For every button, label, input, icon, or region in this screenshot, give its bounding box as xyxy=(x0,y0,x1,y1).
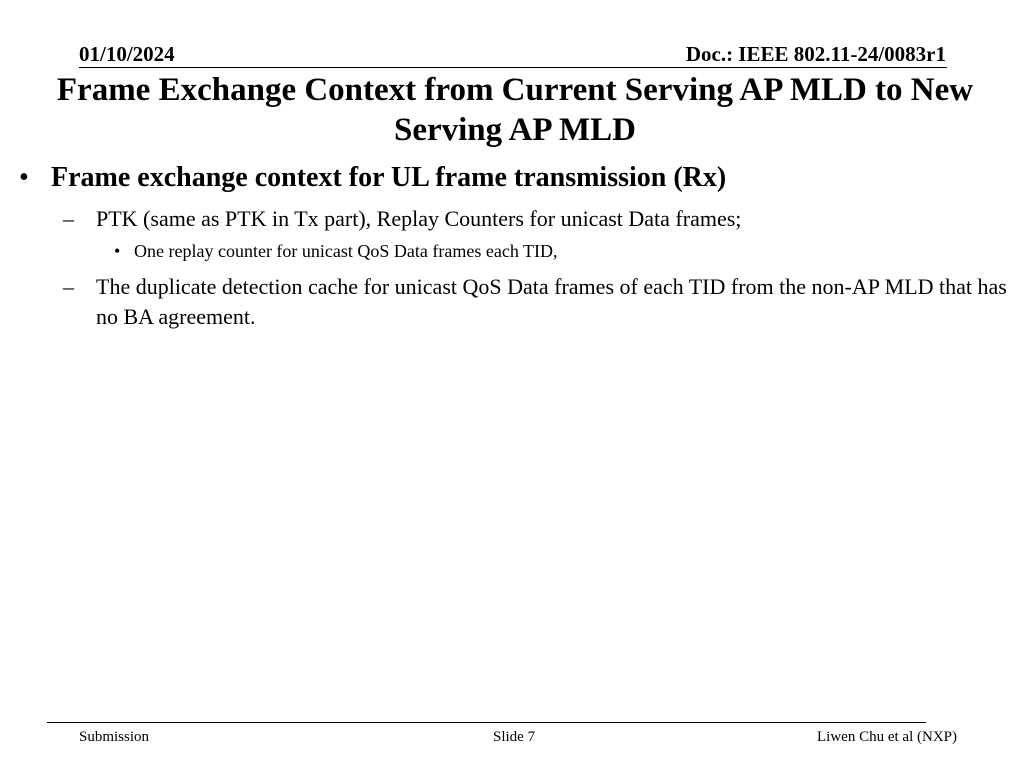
bullet-level-3 xyxy=(0,238,1024,264)
dash-marker: – xyxy=(63,274,74,299)
bullet-level-1 xyxy=(0,158,1024,198)
bullet-text: One replay counter for unicast QoS Data frames each TID, xyxy=(134,241,558,261)
header-divider xyxy=(79,67,947,68)
footer-divider xyxy=(47,722,926,723)
footer-author: Liwen Chu et al (NXP) xyxy=(817,729,957,745)
header-doc-id: Doc.: IEEE 802.11-24/0083r1 xyxy=(685,42,946,66)
footer-slide-number: Slide 7 xyxy=(493,729,536,745)
slide-content xyxy=(0,158,1024,332)
bullet-marker: • xyxy=(19,162,29,193)
footer-submission: Submission xyxy=(79,729,150,745)
bullet-text: The duplicate detection cache for unicast QoS Data frames of each TID from the non-AP MLD that has no BA agreement. xyxy=(96,274,1007,329)
bullet-text: Frame exchange context for UL frame transmission (Rx) xyxy=(51,162,727,193)
dash-marker: – xyxy=(63,206,74,231)
bullet-text: PTK (same as PTK in Tx part), Replay Counters for unicast Data frames; xyxy=(96,206,742,231)
header-date: 01/10/2024 xyxy=(79,42,175,66)
bullet-level-2 xyxy=(0,204,1024,234)
bullet-marker: • xyxy=(114,241,121,261)
slide-title: Frame Exchange Context from Current Serving AP MLD to New Serving AP MLD xyxy=(56,72,974,148)
bullet-level-2 xyxy=(0,272,1024,332)
